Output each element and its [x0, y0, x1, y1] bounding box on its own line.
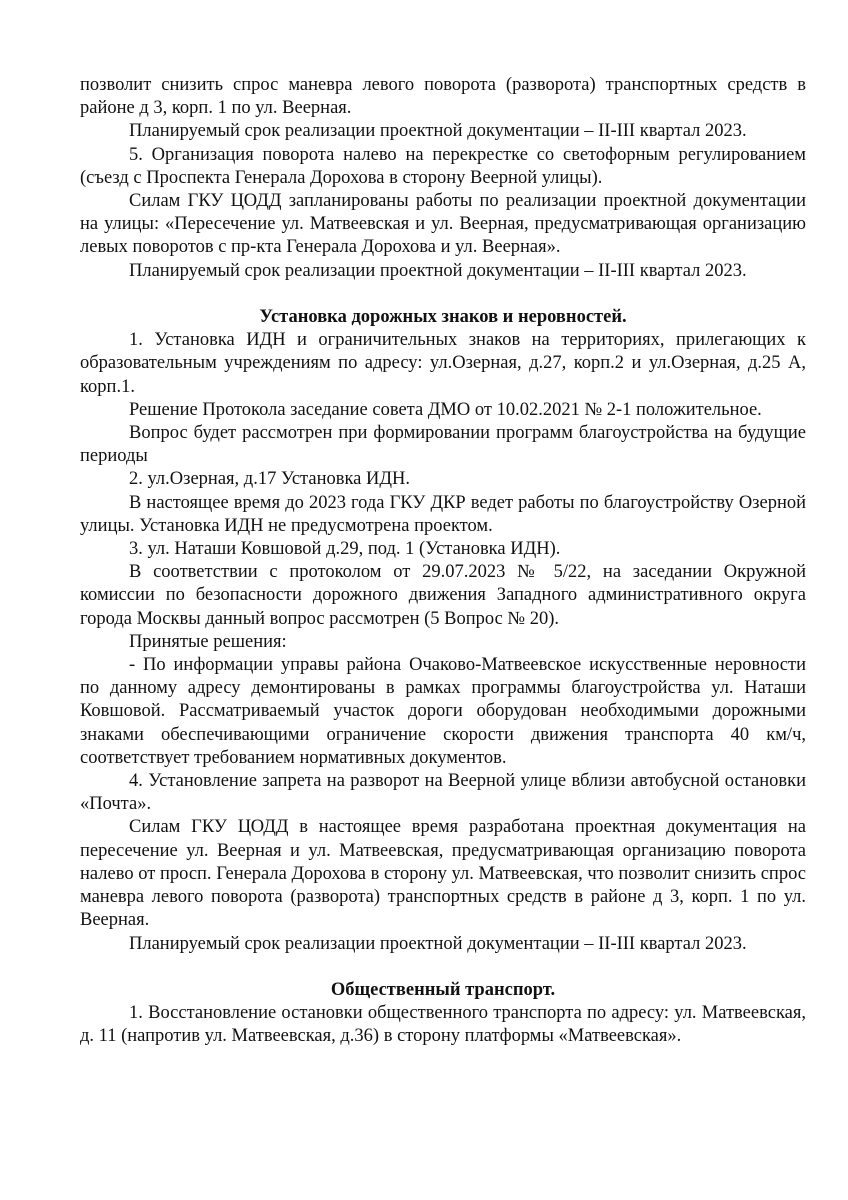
section-heading: Общественный транспорт. [330, 979, 556, 1000]
paragraph: Планируемый срок реализации проектной документации – II-III квартал 2023. [129, 121, 747, 142]
section-public-transport [80, 979, 806, 1049]
paragraph: 1. Установка ИДН и ограничительных знаков на территориях, прилегающих к образовательным учреждениям по адресу: ул.Озерная, д.27, корп.2 и ул.Озерная, д.25 А, корп.1. [80, 330, 806, 397]
paragraph: 2. ул.Озерная, д.17 Установка ИДН. [129, 469, 410, 490]
paragraph: 4. Установление запрета на разворот на Веерной улице вблизи автобусной остановки «Почта». [80, 771, 806, 815]
paragraph: Силам ГКУ ЦОДД запланированы работы по реализации проектной документации на улицы: «Пересечение ул. Матвеевская и ул. Веерная, предусматривающая организацию левых поворотов с пр-кта Генерала Дорохова и ул. Веерная». [80, 191, 806, 258]
paragraph: позволит снизить спрос маневра левого поворота (разворота) транспортных средств в районе д 3, корп. 1 по ул. Веерная. [80, 75, 806, 119]
spacer [80, 283, 806, 306]
paragraph: Планируемый срок реализации проектной документации – II-III квартал 2023. [129, 260, 747, 281]
section-road-signs [80, 306, 806, 956]
paragraph: Вопрос будет рассмотрен при формировании программ благоустройства на будущие периоды [80, 423, 806, 467]
paragraph: Решение Протокола заседание совета ДМО от 10.02.2021 № 2-1 положительное. [129, 399, 762, 420]
section-heading: Установка дорожных знаков и неровностей. [259, 307, 627, 328]
paragraph: 1. Восстановление остановки общественного транспорта по адресу: ул. Матвеевская, д. 11 (напротив ул. Матвеевская, д.36) в сторону платформы «Матвеевская». [80, 1003, 806, 1047]
document-page [80, 74, 806, 1049]
spacer [80, 956, 806, 979]
paragraph: - По информации управы района Очаково-Матвеевское искусственные неровности по данному адресу демонтированы в рамках программы благоустройства ул. Наташи Ковшовой. Рассматриваемый участок дороги оборудован необходимыми дорожными знаками обеспечивающими ограничение скорости движения транспорта 40 км/ч, соответствует требованием нормативных документов. [80, 655, 806, 768]
paragraph: В соответствии с протоколом от 29.07.2023 № 5/22, на заседании Окружной комиссии по безопасности дорожного движения Западного административного округа города Москвы данный вопрос рассмотрен (5 Вопрос № 20). [80, 562, 806, 629]
paragraph: В настоящее время до 2023 года ГКУ ДКР ведет работы по благоустройству Озерной улицы. Установка ИДН не предусмотрена проектом. [80, 492, 806, 536]
section-intro [80, 74, 806, 283]
paragraph: Силам ГКУ ЦОДД в настоящее время разработана проектная документация на пересечение ул. Веерная и ул. Матвеевская, предусматривающая организацию поворота налево от просп. Генерала Дорохова в сторону ул. Матвеевская, что позволит снизить спрос маневра левого поворота (разворота) транспортных средств в районе д 3, корп. 1 по ул. Веерная. [80, 817, 806, 931]
paragraph: Планируемый срок реализации проектной документации – II-III квартал 2023. [129, 933, 747, 954]
paragraph: 5. Организация поворота налево на перекрестке со светофорным регулированием (съезд с Проспекта Генерала Дорохова в сторону Веерной улицы). [80, 144, 806, 188]
paragraph: Принятые решения: [129, 631, 287, 652]
paragraph: 3. ул. Наташи Ковшовой д.29, под. 1 (Установка ИДН). [129, 539, 561, 560]
